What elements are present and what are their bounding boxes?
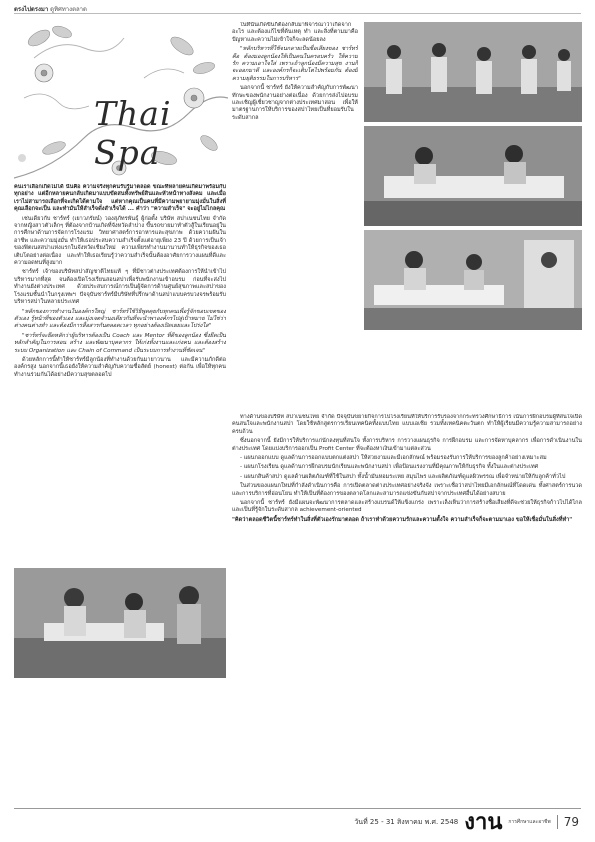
paragraph: ด้วยหลักการนี้ทำให้ชาร์ทร์มีลูกน้องที่ทำงานด้วยกันมายาวนาน และมีความภักดีต่อองค์กรสูง นอกจากนี้เธอยังให้ความสำคัญกับความซื่อสัตย์ (honest) ต่อกัน เพื่อให้ทุกคนทำงานร่วมกันได้อย่างมีความสุขตลอดไป <box>14 356 226 378</box>
paragraph: "หลักของการทำงานในองค์กรใหญ่ ชาร์ทร์ใช้วิธีพูดคุยกับทุกคนเพื่อรู้จักขอบเขตของตัวเอง รู้หน้าที่ของตัวเอง และมุ่งเจตจำนงเดียวกันที่จะนำพาองค์กรไปสู่เป้าหมาย ไม่ใช่ว่าต่างคนต่างทำ และต้องมีการสื่อสารกันตลอดเวลา ทุกอย่างต้องเปิดเผยและโปร่งใส" <box>14 308 226 330</box>
magazine-logo: งาน <box>464 809 503 835</box>
paragraph: เช่นเดียวกับ ชาร์ทร์ (เยาวภรัยน์) วองสุภัทรพันธุ์ ผู้ก่อตั้ง บริษัท สปาเนชนไทย จำกัด จากหญิงสาวตัวเล็กๆ ที่ต้องจากบ้านเกิดที่จังหวัดลำปาง ขึ้นรถขายมาทำตัวสู้ในเรียนอยู่ในการศึกษาด้านการจัดการโรงแรม วิทยาศาสตร์การอาหารและสุขภาพ ด้วยความฝันในอาชีพ และความมุ่งมั่น ทำให้เธอประสบความสำเร็จตั้งแต่อายุเพียง 23 ปี ด้วยการเป็นเจ้าของฟิตเนสสปาแห่งแรกในจังหวัดเชียงใหม่ ความเพียรทำงานมานานทำให้ธุรกิจของเธอเติบโตอย่างต่อเนื่อง และทำให้เธอเรียนรู้ว่าความสำเร็จนั้นต้องอาศัยการวางแผนที่ดีและความอดทนที่สูงมาก <box>14 215 226 267</box>
photo-massage-class <box>14 568 226 678</box>
page-number: 79 <box>557 815 579 829</box>
photo-practical-session <box>364 230 582 330</box>
photo-spa-treatment <box>364 126 582 226</box>
magazine-subtitle: การศึกษาและอาชีพ <box>508 819 551 825</box>
page-footer <box>354 809 579 835</box>
paragraph: ในส่วนของแผนกใหม่ที่กำลังดำเนินการคือ การเปิดตลาดต่างประเทศอย่างจริงจัง เพราะเชื่อว่าสปาไทยมีเอกลักษณ์ที่โดดเด่น ทั้งศาสตร์การนวด และการบริการที่อ่อนโยน ทำให้เป็นที่ต้องการของตลาดโลกและสามารถแข่งขันกับสปาจากประเทศอื่นได้อย่างสบาย <box>232 483 582 497</box>
paragraph: - แผนกโรงเรียน ดูแลด้านการฝึกอบรมนักเรียนและพนักงานสปา เพื่อป้อนแรงงานที่มีคุณภาพให้กับธุรกิจ ทั้งในและต่างประเทศ <box>240 464 539 471</box>
issue-date: วันที่ 25 - 31 สิงหาคม พ.ศ. 2548 <box>354 817 459 826</box>
section-name: ตรงไปตรงมา <box>14 6 49 13</box>
top-rule <box>14 13 581 14</box>
wide-column-text <box>232 414 582 804</box>
paragraph: นอกจากนี้ ชาร์ทร์ ยังให้ความสำคัญกับการพัฒนาทักษะของพนักงานอย่างต่อเนื่อง ด้วยการส่งไปอบรม และเชิญผู้เชี่ยวชาญจากต่างประเทศมาสอน เพื่อให้มาตรฐานการให้บริการของสปาไทยเป็นที่ยอมรับในระดับสากล <box>232 85 358 121</box>
paragraph: ซึ่งนอกจากนี้ ยังมีการให้บริการแก่นักลงทุนที่สนใจ ทั้งการบริหาร การวางแผนธุรกิจ การฝึกอบรม และการจัดหาบุคลากร เพื่อการดำเนินงานในต่างประเทศ โดยแบ่งบริการออกเป็น Profit Center ที่จะต้องหาเงินเข้ามาแต่ละส่วน <box>232 438 582 452</box>
paragraph: "หลักบริหารที่ใช้จนกลายเป็นชื่อเสียงของ ชาร์ทร์ คือ ต้องมองลูกน้องให้เป็นคนในครอบครัว ให้ความรัก ความเอาใจใส่ เพราะถ้าลูกน้องมีความสุข งานก็จะออกมาดี และองค์กรก็จะเติบโตไปพร้อมกัน ต้องมีความยุติธรรมในการบริหาร" <box>232 46 358 82</box>
left-column-text <box>14 184 226 564</box>
paragraph: ชาร์ทร์ เจ้าของบริษัทสปาสัญชาติไทยแท้ ๆ ที่มีชาวต่างประเทศต้องการให้นำเข้าไปบริหารมากที่สุด จนต้องเปิดโรงเรียนสอนสปาเพื่อรับพนักงานเข้าอบรม ก่อนที่จะส่งไปทำงานยังต่างประเทศ ด้วยประสบการณ์การเป็นผู้จัดการด้านศูนย์สุขภาพและสปาของโรงแรมชั้นนำในกรุงเทพฯ ปัจจุบันชาร์ทร์มีบริษัทที่ปรึกษาด้านสปาแบบครบวงจรพร้อมรับบริหารสปาในหลายประเทศ <box>14 269 226 306</box>
paragraph: คนเราเลือกเกิดไม่ได้ นั่นคือ ความจริงทุกคนรับรู้มาตลอด ขณะที่หลายคนเกิดมาพร้อมกับทุกอย่าง แต่อีกหลายคนกลับเกิดมาแบบขัดสนทั้งทรัพย์สินและหัวหน้าทางสังคม และเมื่อเราไม่สามารถเลือกที่จะเกิดได้ตามใจ แต่หากคุณเป็นคนที่มีความพยายามมุ่งมั่นในสิ่งที่คุณเลือกจะเป็น และทำมันให้สำเร็จดั่งสำเร็จได้ ... คำว่า "ความสำเร็จ" จะอยู่ไม่ไกลคุณ <box>14 184 226 213</box>
paragraph: ทางด้านของบริษัท สปาเนชนไทย จำกัด ปัจจุบันขยายกิจการไปโรงเรียนที่ให้บริการรับรองจากกระทรวงศึกษาธิการ เน้นการฝึกอบรมผู้ที่สนใจเปิดคนสนใจและพนักงานสปา โดยใช้หลักสูตรการเรียนเทคนิคทั้งแบบไทย แบบเอเชีย รวมทั้งเทคนิคตะวันตก ทำให้ผู้เรียนมีความรู้ความสามารถอย่างครบถ้วน <box>232 414 582 435</box>
right-column-text <box>232 22 358 410</box>
paragraph: ในที่นั้นเกิดขึ้นก็ต้องกลับมาพิจารณาว่าเกิดจากอะไร และต้องแก้ไขที่ต้นเหตุ ทำ และสิ่งที่ตามมาคือ ปัญหาและความไม่เข้าใจก็จะลดน้อยลง <box>232 22 358 43</box>
title-banner <box>14 18 228 180</box>
paragraph: "ชาร์ทร์จะยึดหลักว่าผู้บริหารต้องเป็น Coach และ Mentor ที่ดีของลูกน้อง ซึ่งยึดเป็นหลักสำคัญในการสอน สร้าง และพัฒนาบุคลากร ให้เก่งทั้งงานและเก่งคน และต้องสร้างระบบ Organization และ Chain of Command เป็นระบบการทำงานที่ชัดเจน" <box>14 332 226 354</box>
photo-training-class <box>364 22 582 122</box>
article-title: Thai Spa <box>94 94 172 172</box>
paragraph: - แผนกออกแบบ ดูแลด้านการออกแบบตกแต่งสปา ให้สวยงามและมีเอกลักษณ์ พร้อมรองรับการให้บริการของลูกค้าอย่างเหมาะสม <box>240 455 547 462</box>
section-sub: ดูทิศทางตลาด <box>50 6 87 13</box>
paragraph: - แผนกสินค้าสปา ดูแลด้านผลิตภัณฑ์ที่ใช้ในสปา ทั้งน้ำมันหอมระเหย สมุนไพร และผลิตภัณฑ์ดูแลผิวพรรณ เพื่อจำหน่ายให้กับลูกค้าทั่วไป <box>240 473 566 480</box>
paragraph: "คิดว่าตลอดชีวิตนี้ชาร์ทร์ทำในสิ่งที่ตัวเองรักมาตลอด ถ้าเราทำด้วยความรักและความตั้งใจ ความสำเร็จก็จะตามมาเอง ขอให้เชื่อมั่นในสิ่งที่ทำ" <box>232 516 573 523</box>
paragraph: นอกจากนี้ ชาร์ทร์ ยังมีแผนจะพัฒนาการตลาดและสร้างแบรนด์ให้แข็งแกร่ง เพราะเล็งเห็นว่าการสร้างชื่อเสียงที่ดีจะช่วยให้ธุรกิจก้าวไปได้ไกล และเป็นที่รู้จักในระดับสากล achievement-oriented <box>232 500 582 514</box>
